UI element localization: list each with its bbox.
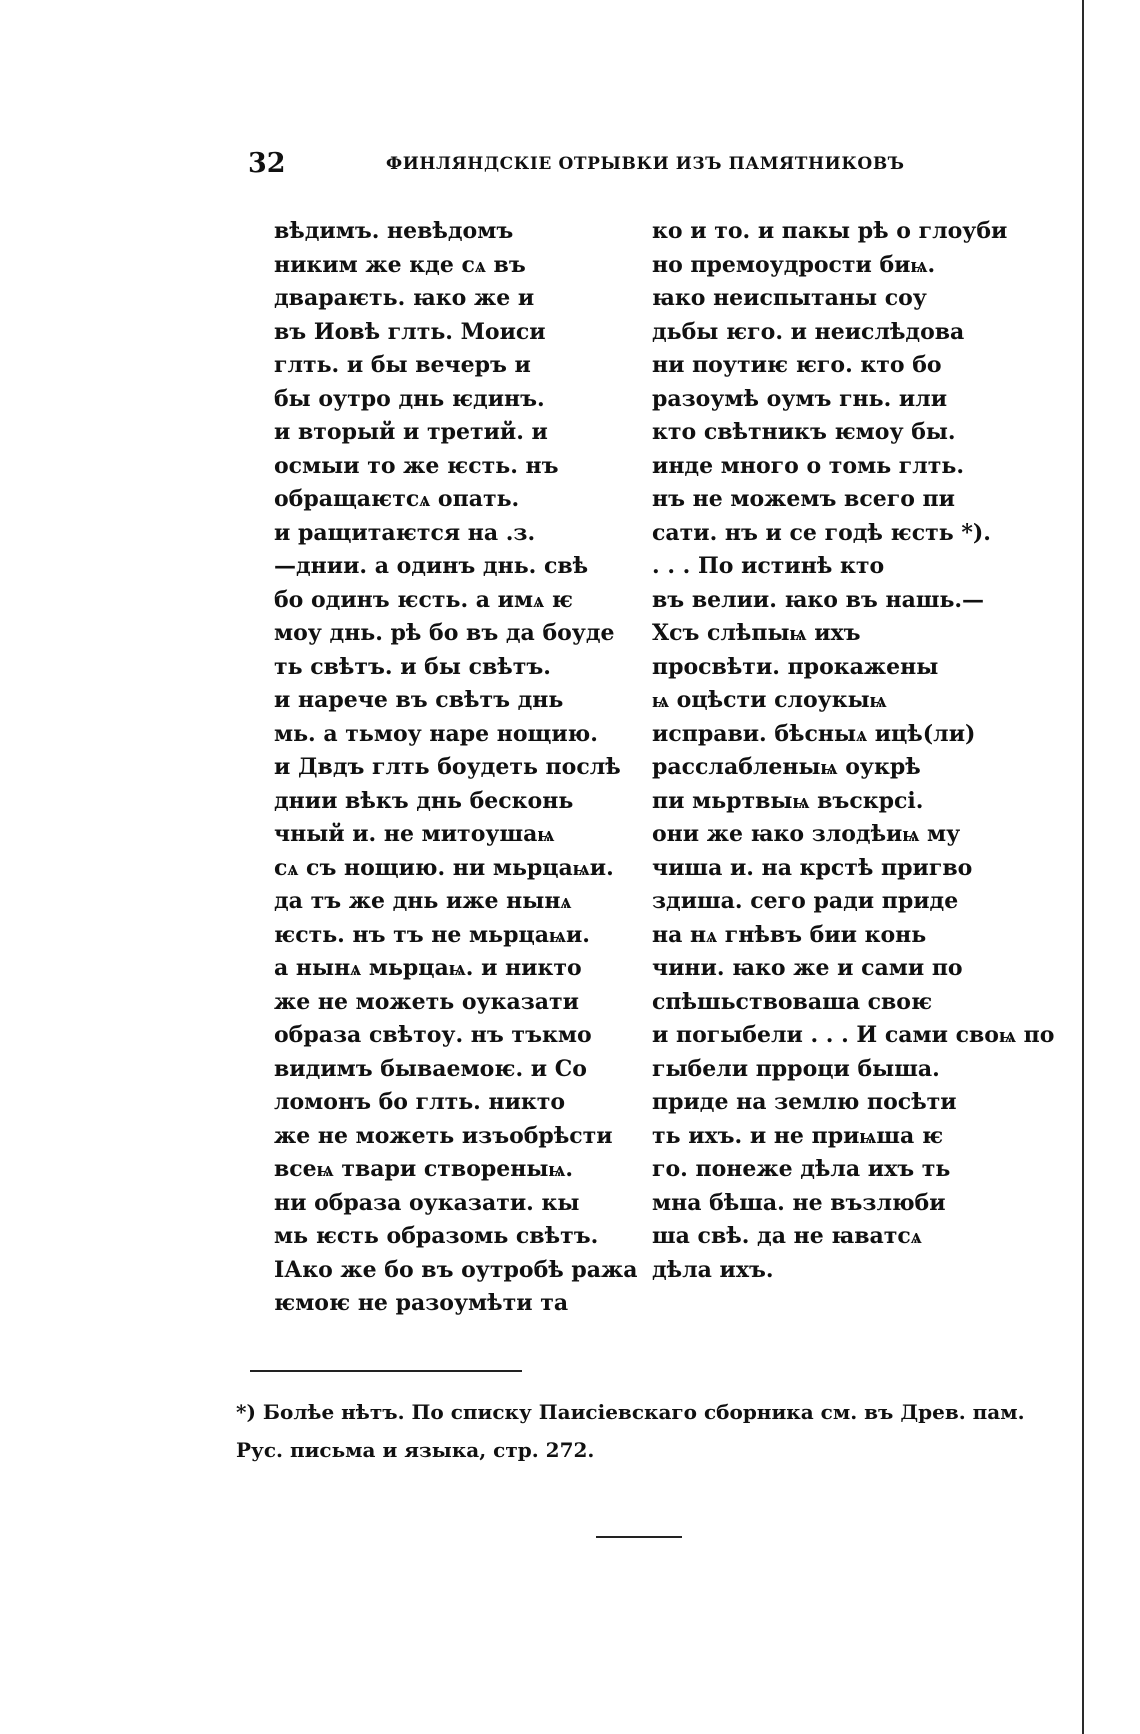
text-line: го. понеже дѣла ихъ ть [652, 1156, 951, 1182]
text-line: да тъ же днь иже нынѧ [274, 888, 572, 914]
text-line: образа свѣтоу. нъ тъкмо [274, 1022, 592, 1048]
text-line: вѣдимъ. невѣдомъ [274, 218, 514, 244]
text-line: ІАко же бо въ оутробѣ ража [274, 1256, 638, 1283]
text-line: и Двдъ глть боудеть послѣ [274, 754, 621, 780]
text-line: ѥсть. нъ тъ не мьрцаѩи. [274, 921, 590, 948]
text-line: осмыи то же ѥсть. нъ [274, 452, 559, 479]
text-line: ѩ оцѣсти слоукыѩ [652, 687, 887, 713]
text-line: они же ꙗко злодѣиѩ му [652, 821, 961, 847]
text-line: ѥмоѥ не разоумѣти та [274, 1290, 569, 1316]
text-line: сати. нъ и се годѣ ѥсть *). [652, 519, 991, 546]
text-line: всеѩ твари створеныѩ. [274, 1156, 574, 1182]
text-line: ть свѣтъ. и бы свѣтъ. [274, 653, 551, 680]
text-line: разоумѣ оумъ гнь. или [652, 385, 948, 412]
text-line: ть ихъ. и не приѩша ѥ [652, 1122, 944, 1149]
text-line: гыбели прроци быша. [652, 1055, 940, 1082]
text-line: кто свѣтникъ ѥмоу бы. [652, 419, 956, 445]
text-line: приде на землю посѣти [652, 1089, 957, 1115]
text-line: чиша и. на крстѣ пригво [652, 854, 973, 881]
text-line: никим же кде сѧ въ [274, 251, 526, 278]
page-edge-rule [1082, 0, 1084, 1734]
text-line: спѣшьствоваша своѥ [652, 988, 933, 1015]
text-line: здиша. сего ради приде [652, 888, 959, 914]
text-line: ꙗко неиспытаны соу [652, 285, 927, 311]
text-line: и вторый и третий. и [274, 419, 548, 445]
text-line: ша свѣ. да не ꙗватсѧ [652, 1223, 922, 1249]
text-line: мь ѥсть образомь свѣтъ. [274, 1223, 599, 1249]
text-line: —днии. а одинъ днь. свѣ [274, 553, 589, 579]
text-line: а нынѧ мьрцаѩ. и никто [274, 955, 582, 981]
text-line: инде много о томь глть. [652, 452, 964, 479]
text-line: двараѥть. ꙗко же и [274, 285, 535, 311]
text-line: на нѧ гнѣвъ бии конь [652, 921, 927, 948]
text-line: и погыбели . . . И сами своѩ по [652, 1022, 1055, 1048]
text-line: глть. и бы вечеръ и [274, 352, 531, 378]
text-line: днии вѣкъ днь бесконь [274, 787, 574, 814]
text-line: бы оутро днь ѥдинъ. [274, 385, 545, 412]
right-text-column [652, 215, 1054, 1287]
text-line: дѣла ихъ. [652, 1256, 774, 1283]
text-line: пи мьртвыѩ въскрсі. [652, 787, 924, 814]
running-title: ФИНЛЯНДСКІЕ ОТРЫВКИ ИЗЪ ПАМЯТНИКОВЪ [386, 154, 905, 174]
footnote-separator [250, 1370, 522, 1372]
text-line: просвѣти. прокажены [652, 653, 939, 680]
text-line: дьбы ѥго. и неислѣдова [652, 318, 965, 345]
text-line: сѧ съ нощию. ни мьрцаѩи. [274, 854, 614, 881]
text-line: въ Иовѣ глть. Моиси [274, 318, 546, 345]
text-line: же не можеть изъобрѣсти [274, 1122, 613, 1149]
footnote-line-1: *) Болѣе нѣтъ. По списку Паисіевскаго сборника см. въ Древ. пам. [236, 1400, 1025, 1424]
text-line: въ велии. ꙗко въ нашь.— [652, 586, 985, 613]
text-line: нъ не можемъ всего пи [652, 486, 955, 512]
page-header [248, 148, 905, 188]
text-line: Хсъ слѣпыѩ ихъ [652, 620, 861, 646]
text-line: обращаѥтсѧ опать. [274, 486, 520, 512]
text-line: чини. ꙗко же и сами по [652, 955, 963, 981]
text-line: же не можеть оуказати [274, 988, 579, 1015]
footnote-line-2: Рус. письма и языка, стр. 272. [236, 1438, 595, 1462]
end-ornament-rule [596, 1536, 682, 1538]
text-line: и ращитаѥтся на .з. [274, 519, 536, 546]
text-line: но премоудрости биѩ. [652, 251, 936, 278]
text-line: моу днь. рѣ бо въ да боуде [274, 620, 615, 646]
page-number: 32 [248, 148, 286, 179]
text-line: исправи. бѣсныѧ ицѣ(ли) [652, 720, 976, 747]
footnote [236, 1393, 1036, 1469]
text-line: . . . По истинѣ кто [652, 553, 885, 579]
text-line: бо одинъ ѥсть. а имѧ ѥ [274, 586, 573, 613]
text-line: чный и. не митоушаѩ [274, 821, 555, 847]
text-line: и нарече въ свѣтъ днь [274, 687, 564, 713]
text-line: мь. а тьмоу наре нощию. [274, 720, 598, 747]
text-line: ко и то. и пакы рѣ о глоуби [652, 218, 1008, 244]
text-line: мна бѣша. не възлюби [652, 1189, 946, 1216]
left-text-column [274, 215, 637, 1321]
text-line: ни образа оуказати. кы [274, 1189, 580, 1216]
text-line: расслабленыѩ оукрѣ [652, 754, 921, 780]
text-line: видимъ бываемоѥ. и Со [274, 1055, 587, 1082]
text-line: ломонъ бо глть. никто [274, 1089, 566, 1115]
text-line: ни поутиѥ ѥго. кто бо [652, 352, 942, 378]
